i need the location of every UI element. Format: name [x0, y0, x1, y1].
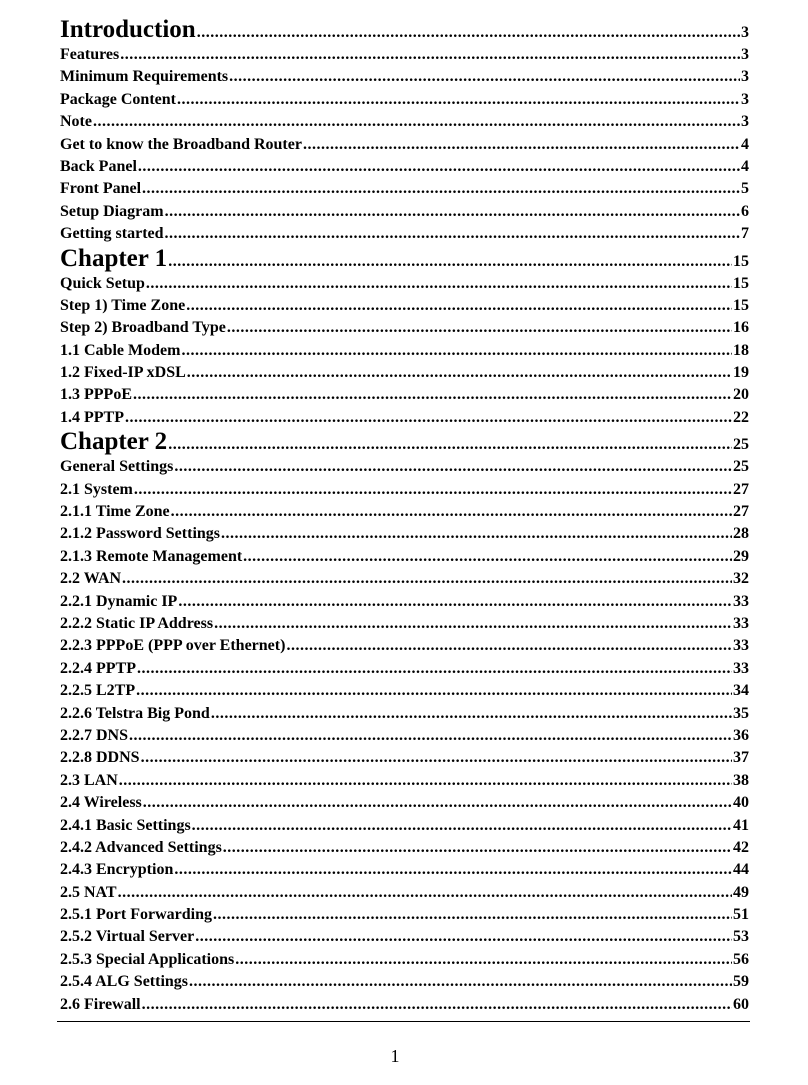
toc-entry[interactable] [60, 658, 749, 680]
toc-entry-page: 16 [733, 319, 749, 337]
toc-entry-title: Setup Diagram [60, 202, 164, 220]
dot-leader [143, 792, 732, 814]
toc-entry-page: 15 [733, 274, 749, 292]
dot-leader [186, 295, 732, 317]
toc-entry-page: 49 [733, 883, 749, 901]
toc-entry-title: General Settings [60, 458, 174, 476]
toc-entry-page: 53 [733, 928, 749, 946]
toc-entry-page: 35 [733, 704, 749, 722]
dot-leader [165, 223, 740, 245]
toc-entry-title: 2.2.4 PPTP [60, 659, 136, 677]
dot-leader [187, 362, 732, 384]
toc-entry[interactable] [60, 949, 749, 971]
toc-entry-title: 2.3 LAN [60, 771, 118, 789]
dot-leader [211, 703, 732, 725]
dot-leader [192, 815, 732, 837]
toc-entry-title: 2.2.3 PPPoE (PPP over Ethernet) [60, 637, 286, 655]
dot-leader [168, 432, 732, 458]
toc-entry[interactable] [60, 523, 749, 545]
toc-entry-title: Note [60, 113, 92, 131]
toc-entry-title: 2.4.1 Basic Settings [60, 816, 191, 834]
toc-entry[interactable] [60, 362, 749, 384]
toc-entry[interactable] [60, 66, 749, 88]
toc-entry-page: 18 [733, 341, 749, 359]
dot-leader [125, 407, 732, 429]
toc-entry-title: 2.6 Firewall [60, 995, 141, 1013]
toc-entry[interactable] [60, 384, 749, 406]
toc-entry-page: 56 [733, 950, 749, 968]
toc-entry-title: 2.1.3 Remote Management [60, 547, 243, 565]
toc-entry-title: 2.1 System [60, 480, 133, 498]
toc-entry-page: 25 [733, 436, 749, 454]
toc-entry-page: 15 [733, 296, 749, 314]
toc-entry[interactable] [60, 340, 749, 362]
toc-entry-page: 38 [733, 771, 749, 789]
toc-entry-title: 2.4 Wireless [60, 794, 142, 812]
toc-entry[interactable] [60, 223, 749, 245]
toc-entry-title: 2.1.1 Time Zone [60, 503, 170, 521]
toc-entry-title: 2.2.8 DDNS [60, 749, 140, 767]
table-of-contents [60, 17, 749, 1016]
toc-entry[interactable] [60, 407, 749, 429]
toc-entry-page: 3 [741, 68, 749, 86]
toc-entry-page: 33 [733, 637, 749, 655]
toc-entry[interactable] [60, 89, 749, 111]
toc-entry[interactable] [60, 295, 749, 317]
dot-leader [213, 904, 732, 926]
toc-entry[interactable] [60, 178, 749, 200]
toc-chapter-entry[interactable] [60, 17, 749, 43]
toc-entry-title: 2.2.1 Dynamic IP [60, 592, 178, 610]
dot-leader [181, 340, 732, 362]
toc-entry-page: 33 [733, 614, 749, 632]
toc-entry[interactable] [60, 501, 749, 523]
toc-entry-page: 4 [741, 157, 749, 175]
toc-entry[interactable] [60, 703, 749, 725]
toc-entry-page: 5 [741, 180, 749, 198]
toc-entry-title: 2.5 NAT [60, 883, 117, 901]
toc-entry-title: 1.3 PPPoE [60, 386, 132, 404]
toc-entry[interactable] [60, 456, 749, 478]
toc-entry[interactable] [60, 792, 749, 814]
dot-leader [229, 66, 740, 88]
toc-entry[interactable] [60, 994, 749, 1016]
toc-entry-title: 2.5.3 Special Applications [60, 950, 235, 968]
toc-entry-title: Front Panel [60, 180, 142, 198]
dot-leader [286, 635, 732, 657]
toc-entry-title: Step 1) Time Zone [60, 296, 186, 314]
dot-leader [235, 949, 732, 971]
toc-entry-title: 1.1 Cable Modem [60, 341, 181, 359]
dot-leader [118, 882, 732, 904]
toc-entry-title: 2.2.7 DNS [60, 726, 129, 744]
toc-entry-title: 2.4.2 Advanced Settings [60, 838, 222, 856]
toc-entry[interactable] [60, 273, 749, 295]
toc-entry-page: 4 [741, 135, 749, 153]
toc-entry-title: 2.2 WAN [60, 570, 122, 588]
toc-entry-page: 3 [741, 46, 749, 63]
toc-entry-page: 36 [733, 726, 749, 744]
toc-entry-page: 32 [733, 570, 749, 588]
toc-entry-title: 2.4.3 Encryption [60, 861, 174, 879]
dot-leader [146, 273, 732, 295]
dot-leader [134, 479, 732, 501]
toc-entry[interactable] [60, 591, 749, 613]
toc-entry-title: Introduction [60, 16, 196, 43]
toc-entry[interactable] [60, 904, 749, 926]
dot-leader [171, 501, 732, 523]
dot-leader [189, 971, 732, 993]
toc-entry[interactable] [60, 613, 749, 635]
dot-leader [223, 837, 732, 859]
toc-entry-page: 22 [733, 408, 749, 426]
toc-entry-page: 3 [741, 113, 749, 131]
dot-leader [119, 770, 732, 792]
toc-entry-page: 29 [733, 547, 749, 565]
toc-entry-title: 1.4 PPTP [60, 408, 124, 426]
toc-entry[interactable] [60, 44, 749, 66]
toc-entry-page: 44 [733, 861, 749, 879]
toc-entry-page: 33 [733, 659, 749, 677]
toc-entry-page: 15 [733, 252, 749, 270]
dot-leader [136, 680, 732, 702]
toc-entry[interactable] [60, 479, 749, 501]
toc-entry-page: 3 [741, 24, 749, 41]
toc-entry[interactable] [60, 134, 749, 156]
toc-entry[interactable] [60, 837, 749, 859]
toc-entry[interactable] [60, 111, 749, 133]
toc-entry[interactable] [60, 725, 749, 747]
toc-entry-page: 42 [733, 838, 749, 856]
toc-entry-title: 2.5.4 ALG Settings [60, 973, 189, 991]
toc-entry-title: Features [60, 46, 120, 63]
toc-entry-page: 19 [733, 364, 749, 382]
toc-entry-title: Chapter 2 [60, 428, 168, 456]
dot-leader [174, 859, 732, 881]
toc-entry[interactable] [60, 156, 749, 178]
toc-entry-page: 6 [741, 202, 749, 220]
dot-leader [197, 20, 740, 46]
toc-entry[interactable] [60, 926, 749, 948]
toc-entry-page: 37 [733, 749, 749, 767]
dot-leader [221, 523, 732, 545]
toc-entry-title: Back Panel [60, 157, 137, 175]
toc-entry-page: 34 [733, 682, 749, 700]
dot-leader [174, 456, 732, 478]
toc-entry[interactable] [60, 859, 749, 881]
dot-leader [129, 725, 732, 747]
toc-entry-title: 2.2.6 Telstra Big Pond [60, 704, 210, 722]
footer-divider [57, 1021, 750, 1022]
toc-entry-page: 28 [733, 525, 749, 543]
toc-entry[interactable] [60, 680, 749, 702]
toc-entry-page: 7 [741, 225, 749, 243]
toc-entry-page: 25 [733, 458, 749, 476]
toc-entry-page: 33 [733, 592, 749, 610]
toc-entry-page: 20 [733, 386, 749, 404]
toc-entry-title: 1.2 Fixed-IP xDSL [60, 364, 186, 382]
toc-entry-title: Quick Setup [60, 274, 145, 292]
toc-entry[interactable] [60, 971, 749, 993]
toc-entry-title: Getting started [60, 225, 164, 243]
toc-entry-page: 40 [733, 794, 749, 812]
toc-entry[interactable] [60, 815, 749, 837]
page-number: 1 [390, 1046, 400, 1066]
toc-chapter-entry[interactable] [60, 429, 749, 455]
dot-leader [168, 249, 732, 275]
toc-entry[interactable] [60, 317, 749, 339]
dot-leader [303, 134, 740, 156]
dot-leader [141, 747, 732, 769]
dot-leader [142, 994, 732, 1016]
dot-leader [178, 591, 732, 613]
dot-leader [243, 546, 732, 568]
toc-entry-page: 41 [733, 816, 749, 834]
toc-entry-title: 2.2.2 Static IP Address [60, 614, 214, 632]
toc-entry[interactable] [60, 770, 749, 792]
toc-entry[interactable] [60, 882, 749, 904]
toc-chapter-entry[interactable] [60, 246, 749, 272]
dot-leader [122, 568, 732, 590]
toc-entry-page: 60 [733, 995, 749, 1013]
toc-entry-page: 59 [733, 973, 749, 991]
toc-entry-title: Package Content [60, 90, 176, 108]
dot-leader [133, 384, 732, 406]
toc-entry-title: 2.1.2 Password Settings [60, 525, 221, 543]
toc-entry-page: 51 [733, 906, 749, 924]
toc-entry-page: 27 [733, 503, 749, 521]
dot-leader [177, 89, 740, 111]
toc-entry[interactable] [60, 747, 749, 769]
toc-entry-title: Step 2) Broadband Type [60, 319, 226, 337]
toc-entry[interactable] [60, 568, 749, 590]
dot-leader [214, 613, 732, 635]
dot-leader [142, 178, 740, 200]
toc-entry[interactable] [60, 546, 749, 568]
toc-entry-title: Get to know the Broadband Router [60, 135, 302, 153]
dot-leader [137, 658, 732, 680]
toc-entry-title: 2.2.5 L2TP [60, 682, 136, 700]
dot-leader [138, 156, 740, 178]
toc-entry[interactable] [60, 635, 749, 657]
dot-leader [195, 926, 732, 948]
dot-leader [120, 44, 740, 66]
toc-entry[interactable] [60, 201, 749, 223]
toc-entry-page: 3 [741, 90, 749, 108]
toc-entry-title: Chapter 1 [60, 244, 168, 272]
dot-leader [227, 317, 732, 339]
toc-entry-title: 2.5.1 Port Forwarding [60, 906, 212, 924]
toc-entry-page: 27 [733, 480, 749, 498]
dot-leader [93, 111, 740, 133]
toc-entry-title: 2.5.2 Virtual Server [60, 928, 195, 946]
toc-entry-title: Minimum Requirements [60, 68, 229, 86]
dot-leader [165, 201, 740, 223]
